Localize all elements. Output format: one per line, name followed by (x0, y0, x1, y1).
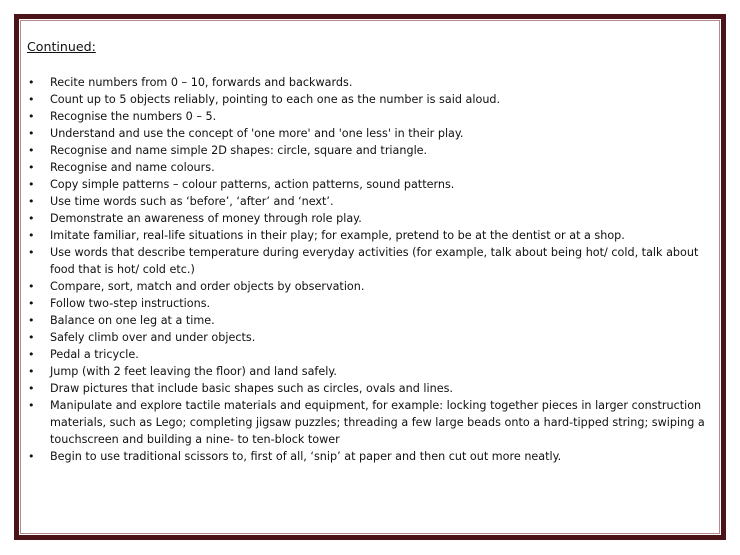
list-item (19, 159, 725, 176)
document-frame (14, 14, 726, 540)
list-item (19, 193, 725, 210)
bullet-icon: • (28, 76, 35, 89)
bullet-icon: • (28, 348, 35, 361)
list-item-text: Recognise the numbers 0 – 5. (50, 110, 217, 123)
bullet-icon: • (28, 399, 35, 412)
list-item-text: Begin to use traditional scissors to, first of all, ‘snip’ at paper and then cut out more neatly. (50, 450, 562, 463)
list-item-text: Balance on one leg at a time. (50, 314, 215, 327)
bullet-icon: • (28, 382, 35, 395)
list-item (19, 312, 725, 329)
bullet-icon: • (28, 331, 35, 344)
list-item-text: Recognise and name simple 2D shapes: circle, square and triangle. (50, 144, 428, 157)
list-item (19, 363, 725, 380)
bullet-list (19, 74, 725, 465)
list-item-text: Understand and use the concept of 'one more' and 'one less' in their play. (50, 127, 464, 140)
list-item (19, 448, 725, 465)
list-item-text: Compare, sort, match and order objects by observation. (50, 280, 365, 293)
list-item (19, 108, 725, 125)
bullet-icon: • (28, 450, 35, 463)
list-item-text: Imitate familiar, real-life situations in their play; for example, pretend to be at the dentist or at a shop. (50, 229, 625, 242)
bullet-icon: • (28, 195, 35, 208)
list-item (19, 329, 725, 346)
list-item (19, 244, 725, 278)
bullet-icon: • (28, 365, 35, 378)
list-item-text: Count up to 5 objects reliably, pointing to each one as the number is said aloud. (50, 93, 501, 106)
list-item-text: Use time words such as ‘before’, ‘after’ and ‘next’. (50, 195, 334, 208)
bullet-icon: • (28, 280, 35, 293)
list-item-text: Manipulate and explore tactile materials and equipment, for example: locking together pieces in larger construction materials, such as Lego; completing jigsaw puzzles; threading a few large beads onto a hard-tipped string; swiping a touchscreen and building a nine- to ten-block tower (50, 399, 705, 446)
section-heading: Continued: (27, 39, 96, 54)
bullet-icon: • (28, 212, 35, 225)
bullet-icon: • (28, 178, 35, 191)
bullet-icon: • (28, 127, 35, 140)
list-item (19, 346, 725, 363)
list-item (19, 227, 725, 244)
list-item-text: Copy simple patterns – colour patterns, action patterns, sound patterns. (50, 178, 455, 191)
list-item-text: Recite numbers from 0 – 10, forwards and backwards. (50, 76, 353, 89)
list-item (19, 278, 725, 295)
list-item-text: Recognise and name colours. (50, 161, 215, 174)
list-item (19, 210, 725, 227)
bullet-icon: • (28, 161, 35, 174)
list-item (19, 91, 725, 108)
bullet-icon: • (28, 229, 35, 242)
list-item (19, 125, 725, 142)
list-item-text: Demonstrate an awareness of money through role play. (50, 212, 362, 225)
bullet-icon: • (28, 93, 35, 106)
bullet-icon: • (28, 297, 35, 310)
list-item-text: Use words that describe temperature during everyday activities (for example, talk about being hot/ cold, talk about food that is hot/ cold etc.) (50, 246, 699, 276)
list-item (19, 142, 725, 159)
bullet-icon: • (28, 144, 35, 157)
list-item-text: Safely climb over and under objects. (50, 331, 256, 344)
list-item-text: Pedal a tricycle. (50, 348, 139, 361)
list-item-text: Follow two-step instructions. (50, 297, 211, 310)
list-item (19, 380, 725, 397)
bullet-icon: • (28, 246, 35, 259)
list-item-text: Jump (with 2 feet leaving the floor) and land safely. (50, 365, 337, 378)
bullet-icon: • (28, 110, 35, 123)
bullet-icon: • (28, 314, 35, 327)
list-item (19, 295, 725, 312)
list-item (19, 176, 725, 193)
list-item (19, 74, 725, 91)
list-item (19, 397, 725, 448)
list-item-text: Draw pictures that include basic shapes such as circles, ovals and lines. (50, 382, 453, 395)
